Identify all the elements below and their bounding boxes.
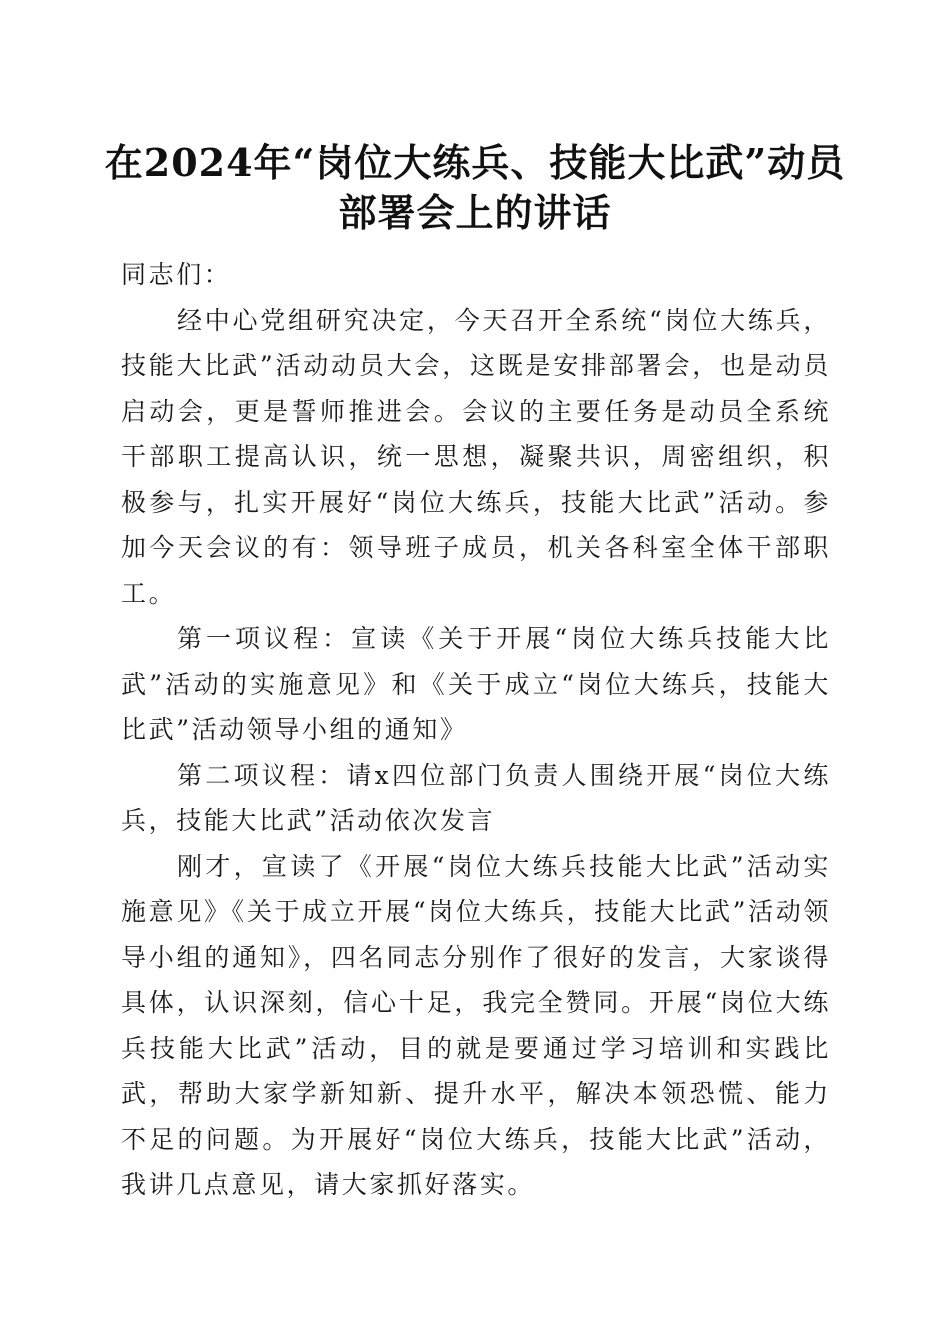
title-line-2: 部署会上的讲话 bbox=[338, 190, 612, 235]
title-line-1: 在2024年“岗位大练兵、技能大比武”动员 bbox=[104, 140, 846, 185]
paragraph-agenda-item-2: 第二项议程：请x四位部门负责人围绕开展“岗位大练兵，技能大比武”活动依次发言 bbox=[121, 760, 831, 835]
paragraph-agenda-item-1: 第一项议程：宣读《关于开展“岗位大练兵技能大比武”活动的实施意见》和《关于成立“岗位大练兵，技能大比武”活动领导小组的通知》 bbox=[121, 624, 831, 744]
document-title bbox=[100, 138, 850, 238]
document-body bbox=[121, 252, 831, 1208]
paragraph-remarks: 刚才，宣读了《开展“岗位大练兵技能大比武”活动实施意见》《关于成立开展“岗位大练兵，技能大比武”活动领导小组的通知》，四名同志分别作了很好的发言，大家谈得具体，认识深刻，信心十足，我完全赞同。开展“岗位大练兵技能大比武”活动，目的就是要通过学习培训和实践比武，帮助大家学新知新、提升水平，解决本领恐慌、能力不足的问题。为开展好“岗位大练兵，技能大比武”活动，我讲几点意见，请大家抓好落实。 bbox=[121, 851, 831, 1199]
paragraph-opening: 经中心党组研究决定，今天召开全系统“岗位大练兵，技能大比武”活动动员大会，这既是安排部署会，也是动员启动会，更是誓师推进会。会议的主要任务是动员全系统干部职工提高认识，统一思想，凝聚共识，周密组织，积极参与，扎实开展好“岗位大练兵，技能大比武”活动。参加今天会议的有：领导班子成员，机关各科室全体干部职工。 bbox=[121, 305, 831, 608]
salutation: 同志们： bbox=[121, 260, 232, 289]
